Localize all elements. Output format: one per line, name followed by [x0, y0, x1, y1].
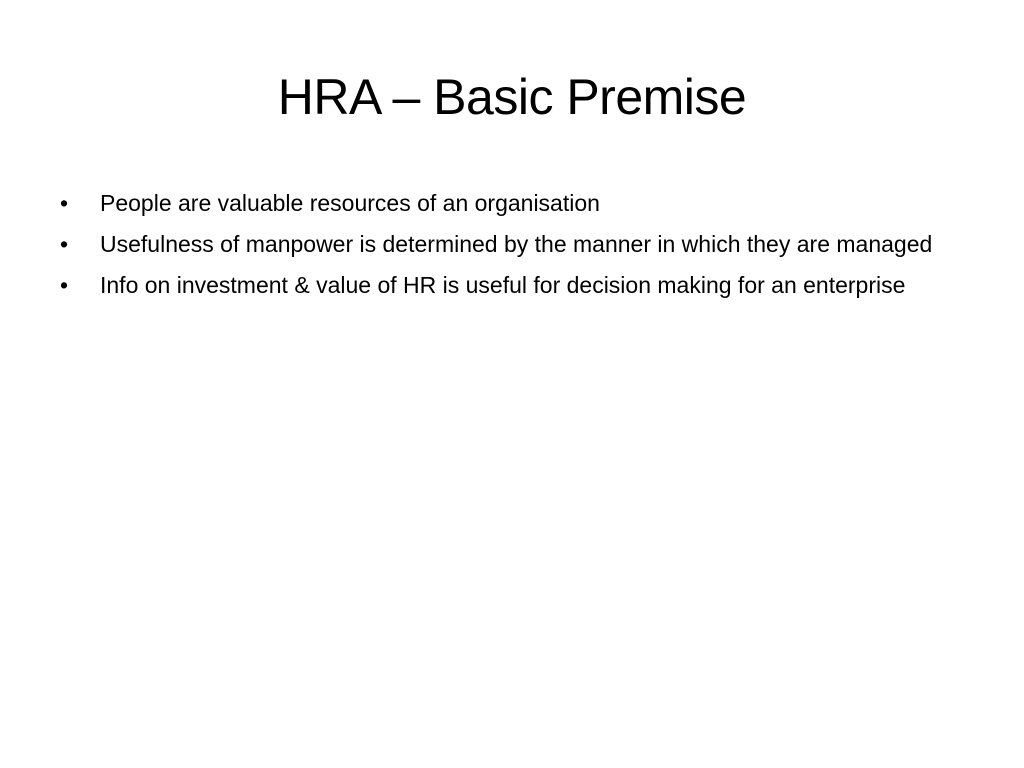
bullet-item — [60, 227, 960, 261]
bullet-icon: • — [60, 190, 69, 216]
bullet-item — [60, 186, 960, 220]
bullet-text: Usefulness of manpower is determined by the manner in which they are managed — [100, 231, 933, 257]
bullet-text: People are valuable resources of an organisation — [100, 190, 600, 216]
bullet-icon: • — [60, 231, 69, 257]
bullet-text: Info on investment & value of HR is useful for decision making for an enterprise — [100, 272, 906, 298]
bullet-list — [60, 186, 960, 309]
bullet-icon: • — [60, 272, 69, 298]
bullet-item — [60, 268, 960, 302]
slide-title: HRA – Basic Premise — [277, 69, 747, 125]
